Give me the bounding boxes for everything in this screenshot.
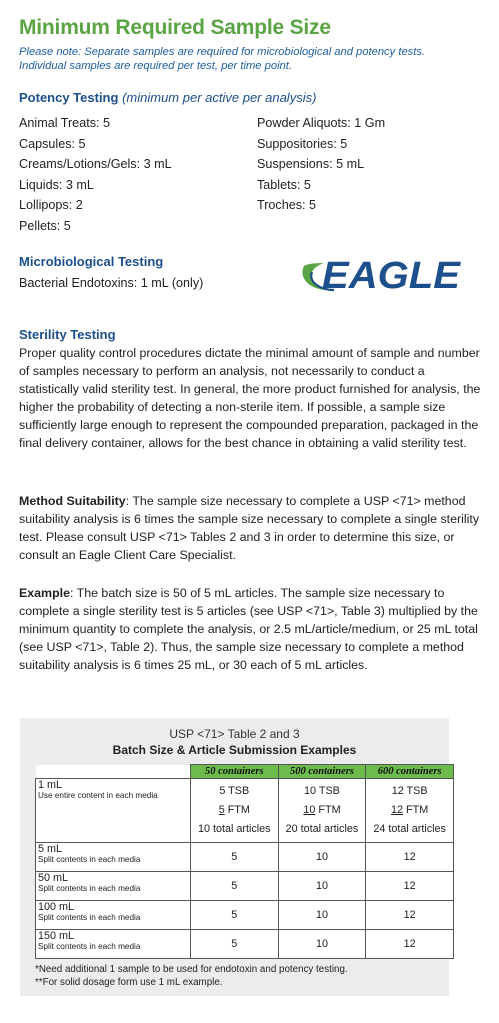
example-text: : The batch size is 50 of 5 mL articles. The sample size necessary to complete a single sterility test is 5 articles (see USP <71>, Table 3) multiplied by the minimum quantity to complete the analysis, or 2.5 mL/article/medium, or 25 mL total (see USP <71>, Table 2). Thus, the sample size necessary to complete a method suitability analysis is 6 times 25 mL, or 30 each of 5 mL articles. [19, 586, 478, 672]
row-volume: 5 mL [38, 843, 63, 855]
table-title: Batch Size & Article Submission Examples [112, 743, 357, 757]
sterility-heading: Sterility Testing [19, 327, 116, 342]
tsb-count: 12 TSB [391, 785, 428, 797]
note-line-2: Individual samples are required per test, per time point. [19, 60, 292, 72]
column-header: 500 containers [278, 765, 366, 779]
row-volume: 150 mL [38, 930, 75, 942]
potency-item: Lollipops: 2 [19, 198, 83, 213]
table-cell: 10 [278, 901, 366, 930]
submission-table [35, 764, 454, 959]
potency-item: Pellets: 5 [19, 219, 71, 233]
row-volume: 100 mL [38, 901, 75, 913]
potency-item: Capsules: 5 [19, 136, 86, 151]
table-footnotes [35, 963, 348, 989]
table-cell: 12 [366, 901, 454, 930]
micro-heading: Microbiological Testing [19, 254, 164, 269]
table-cell: 12 [366, 930, 454, 959]
submission-table-box [20, 718, 449, 996]
table-cell [190, 779, 278, 843]
potency-item: Troches: 5 [257, 198, 317, 213]
ftm-count: 12 FTM [391, 804, 429, 816]
row-volume: 1 mL [38, 779, 63, 791]
table-cell [278, 779, 366, 843]
row-instruction: Split contents in each media [38, 942, 141, 951]
example-paragraph [19, 585, 487, 675]
potency-item: Liquids: 3 mL [19, 177, 94, 192]
table-row [36, 872, 454, 901]
page-title: Minimum Required Sample Size [19, 16, 331, 39]
ftm-count: 5 FTM [218, 804, 250, 816]
potency-item: Powder Aliquots: 1 Gm [257, 116, 386, 130]
table-cell: 12 [366, 872, 454, 901]
table-caption: USP <71> Table 2 and 3 [169, 727, 300, 741]
potency-heading-label: Potency Testing [19, 90, 119, 105]
method-text: : The sample size necessary to complete a USP <71> method suitability analysis is 6 times the sample size necessary to complete a single sterility test. Please consult USP <71> Tables 2 and 3 in order to determine this size, or consult an Eagle Client Care Specialist. [19, 494, 480, 562]
potency-item: Suspensions: 5 mL [257, 157, 365, 172]
row-instruction: Use entire content in each media [38, 791, 158, 800]
footnote: *Need additional 1 sample to be used for endotoxin and potency testing. [35, 964, 348, 975]
table-header-row [36, 765, 454, 779]
table-cell: 10 [278, 872, 366, 901]
logo-wordmark: EAGLE [322, 255, 462, 297]
micro-text: Bacterial Endotoxins: 1 mL (only) [19, 276, 204, 290]
potency-item: Creams/Lotions/Gels: 3 mL [19, 157, 172, 172]
example-label: Example [19, 586, 70, 600]
method-paragraph [19, 493, 487, 565]
table-row [36, 843, 454, 872]
table-cell: 10 [278, 930, 366, 959]
row-instruction: Split contents in each media [38, 884, 141, 893]
row-label [36, 901, 191, 930]
row-label [36, 843, 191, 872]
table-cell: 5 [190, 901, 278, 930]
total-articles: 24 total articles [373, 823, 446, 835]
row-instruction: Split contents in each media [38, 855, 141, 864]
potency-heading [19, 90, 316, 105]
note-line-1: Please note: Separate samples are required for microbiological and potency tests. [19, 46, 426, 58]
total-articles: 10 total articles [197, 823, 271, 835]
table-cell: 10 [278, 843, 366, 872]
total-articles: 20 total articles [285, 823, 359, 835]
sterility-paragraph: Proper quality control procedures dictate the minimal amount of sample and number of samples necessary to perform an analysis, not necessarily to conduct a statistically valid sterility test. In general, the more product furnished for analysis, the higher the probability of detecting a non-sterile item. If possible, a sample size sufficiently large enough to represent the compounded preparation, packaged in the final delivery container, allows for the best chance in obtaining a valid sterility test. [19, 346, 481, 450]
tsb-count: 5 TSB [219, 785, 250, 797]
ftm-count: 10 FTM [303, 804, 341, 816]
table-row [36, 779, 454, 843]
table-corner [36, 765, 191, 779]
tsb-count: 10 TSB [304, 785, 340, 797]
eagle-logo [300, 252, 462, 300]
table-cell: 12 [366, 843, 454, 872]
row-volume: 50 mL [38, 872, 69, 884]
table-cell: 5 [190, 872, 278, 901]
table-cell: 5 [190, 930, 278, 959]
column-header: 50 containers [190, 765, 278, 779]
potency-qualifier: (minimum per active per analysis) [122, 90, 317, 105]
table-row [36, 930, 454, 959]
potency-item: Suppositories: 5 [257, 136, 348, 151]
footnote: **For solid dosage form use 1 mL example. [35, 977, 223, 988]
row-label [36, 872, 191, 901]
table-cell [366, 779, 454, 843]
row-label [36, 779, 191, 843]
table-row [36, 901, 454, 930]
potency-item: Tablets: 5 [257, 177, 311, 192]
column-header: 600 containers [366, 765, 454, 779]
table-cell: 5 [190, 843, 278, 872]
row-instruction: Split contents in each media [38, 913, 141, 922]
row-label [36, 930, 191, 959]
method-label: Method Suitability [19, 494, 126, 508]
potency-item: Animal Treats: 5 [19, 116, 110, 130]
sample-note [19, 45, 489, 73]
